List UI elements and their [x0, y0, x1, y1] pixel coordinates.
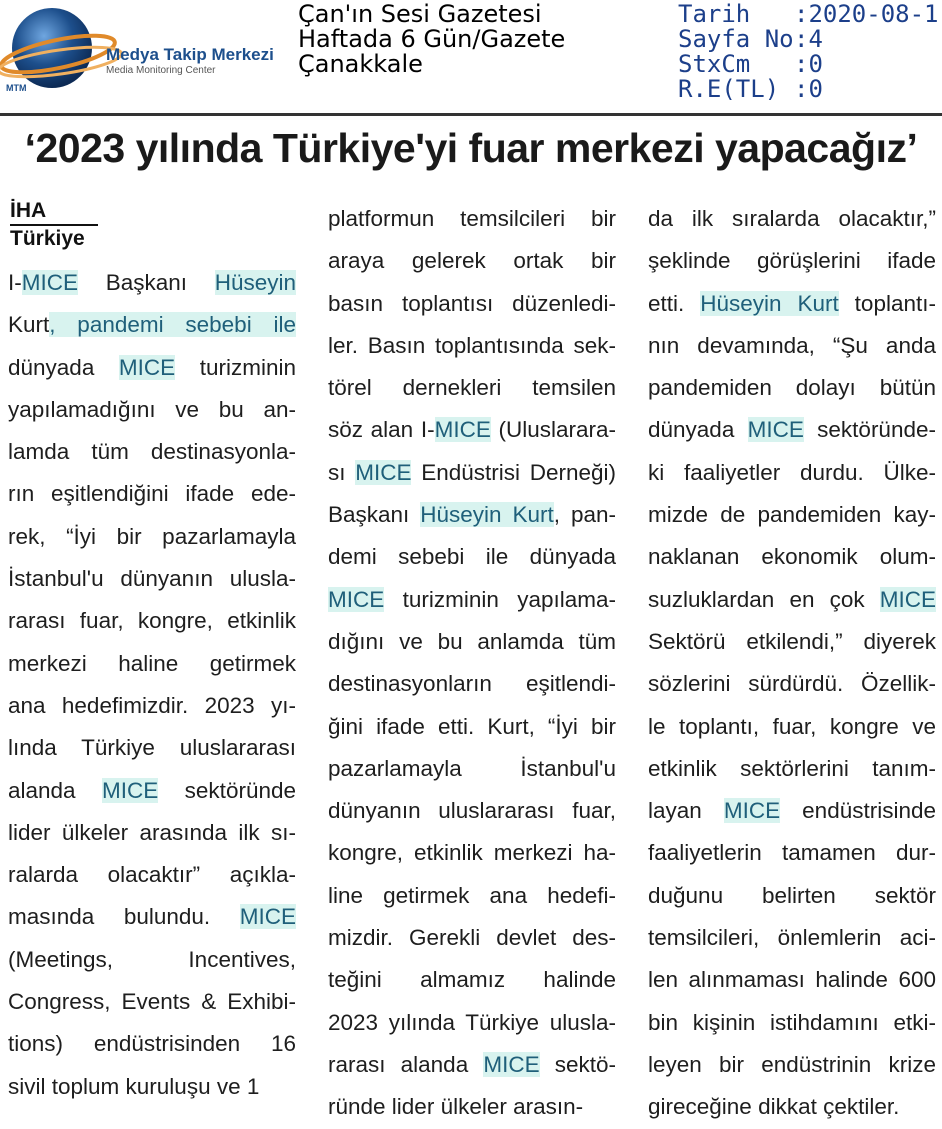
article-line — [8, 516, 296, 558]
article-line — [648, 198, 936, 240]
meta-label: StxCm — [678, 50, 751, 78]
article-text: söz alan I- — [328, 417, 435, 443]
news-agency: İHA — [10, 198, 98, 226]
article-text: gireceğine dikkat çektiler. — [648, 1094, 900, 1120]
highlighted-keyword: MICE — [879, 586, 936, 612]
publication-info — [298, 2, 565, 77]
article-text: turizminin yapılama- — [384, 586, 616, 612]
article-line — [8, 854, 296, 896]
meta-label: Sayfa No — [678, 25, 794, 53]
meta-label: R.E(TL) — [678, 75, 780, 103]
article-text: ğini ifade etti. Kurt, “İyi bir — [328, 713, 616, 739]
article-text: , pan- — [553, 502, 616, 528]
article-text: basın toplantısı düzenledi- — [328, 290, 616, 316]
article-line — [328, 283, 616, 325]
article-column-1 — [8, 262, 296, 1108]
article-text: masında bulundu. — [8, 904, 240, 930]
article-text: layan — [648, 798, 724, 824]
article-line — [648, 959, 936, 1001]
article-line — [648, 452, 936, 494]
article-text: ralarda olacaktır” açıkla- — [8, 862, 296, 888]
article-text: dünyada — [648, 417, 748, 443]
article-text: dünyanın uluslararası fuar, — [328, 798, 616, 824]
article-text: Sektörü etkilendi,” diyerek — [648, 628, 936, 654]
article-text: ki faaliyetler durdu. Ülke- — [648, 459, 936, 485]
article-line — [328, 494, 616, 536]
article-text: törel dernekleri temsilen — [328, 375, 616, 401]
article-text: sı — [328, 459, 356, 485]
article-text: İstanbul'u dünyanın ulusla- — [8, 566, 296, 592]
article-text: rarası fuar, kongre, etkinlik — [8, 608, 296, 634]
article-text: Congress, Events & Exhibi- — [8, 989, 296, 1015]
article-text: alanda — [8, 777, 102, 803]
publication-name: Çan'ın Sesi Gazetesi — [298, 0, 542, 28]
article-line — [328, 325, 616, 367]
article-text: merkezi haline getirmek — [8, 650, 296, 676]
publication-city: Çanakkale — [298, 50, 423, 78]
article-line — [648, 1044, 936, 1086]
article-text: rın eşitlendiğini ifade ede- — [8, 481, 296, 507]
article-text: platformun temsilcileri bir — [328, 206, 616, 231]
article-line — [648, 367, 936, 409]
article-text: yapılamadığını ve bu an- — [8, 396, 296, 422]
article-text: leyen bir endüstrinin krize — [648, 1051, 936, 1077]
highlighted-keyword: Hüseyin — [214, 270, 296, 295]
meta-row-date — [678, 2, 939, 27]
article-line — [328, 790, 616, 832]
article-line — [648, 494, 936, 536]
article-text: suzluklardan en çok — [648, 586, 880, 612]
article-line — [648, 240, 936, 282]
article-line — [328, 367, 616, 409]
highlighted-keyword: Hüseyin Kurt — [420, 502, 554, 528]
article-text: toplantı- — [838, 290, 936, 316]
article-line — [8, 262, 296, 304]
publication-frequency: Haftada 6 Gün/Gazete — [298, 25, 566, 53]
article-line — [648, 748, 936, 790]
article-line — [8, 600, 296, 642]
article-line — [8, 939, 296, 981]
article-line — [8, 473, 296, 515]
article-text: lında Türkiye uluslararası — [8, 735, 296, 761]
article-line — [8, 981, 296, 1023]
article-line — [648, 790, 936, 832]
article-line — [8, 558, 296, 600]
meta-row-page — [678, 27, 939, 52]
article-text: pandemiden dolayı bütün — [648, 375, 936, 401]
highlighted-keyword: MICE — [434, 417, 491, 443]
article-line — [8, 685, 296, 727]
article-line — [8, 770, 296, 812]
article-text: lamda tüm destinasyonla- — [8, 439, 296, 465]
article-line — [648, 706, 936, 748]
article-line — [8, 304, 296, 346]
article-line — [648, 325, 936, 367]
article-text: mizde de pandemiden kay- — [648, 502, 936, 528]
article-text: naklanan ekonomik olum- — [648, 544, 936, 570]
article-line — [328, 579, 616, 621]
article-line — [648, 875, 936, 917]
article-line — [328, 663, 616, 705]
article-text: tions) endüstrisinden 16 — [8, 1031, 296, 1057]
highlighted-keyword: MICE — [21, 270, 78, 295]
article-line — [648, 409, 936, 451]
meta-value: :0 — [794, 75, 823, 103]
article-text: (Meetings, Incentives, — [8, 946, 296, 972]
article-text: endüstrisinde — [780, 798, 937, 824]
article-text: le toplantı, fuar, kongre ve — [648, 713, 936, 739]
article-line — [328, 1086, 616, 1128]
logo-mark: MTM — [6, 83, 27, 93]
article-text: 2023 yılında Türkiye ulusla- — [328, 1009, 616, 1035]
article-line — [648, 1002, 936, 1044]
article-region: Türkiye — [10, 227, 85, 250]
meta-value: :0 — [794, 50, 823, 78]
article-line — [8, 896, 296, 938]
article-text: Endüstrisi Derneği) — [411, 459, 616, 485]
header-divider — [0, 113, 942, 116]
article-line — [328, 917, 616, 959]
highlighted-keyword: MICE — [328, 586, 385, 612]
article-headline: ‘2023 yılında Türkiye'yi fuar merkezi yapacağız’ — [24, 125, 918, 171]
article-text: demi sebebi ile dünyada — [328, 544, 616, 570]
article-text: ler. Basın toplantısında sek- — [328, 332, 616, 358]
meta-row-ad-value — [678, 77, 939, 102]
article-text: rarası alanda — [328, 1051, 484, 1077]
article-line — [328, 1002, 616, 1044]
article-line — [648, 917, 936, 959]
mtm-logo — [0, 2, 300, 102]
article-text: ründe lider ülkeler arasın- — [328, 1094, 584, 1120]
highlighted-keyword: MICE — [355, 459, 412, 485]
article-line — [328, 621, 616, 663]
meta-value: :4 — [794, 25, 823, 53]
highlighted-keyword: , pandemi sebebi ile — [49, 312, 296, 338]
article-line — [328, 1044, 616, 1086]
article-line — [328, 748, 616, 790]
logo-title: Medya Takip Merkezi — [106, 45, 274, 64]
article-text: dığını ve bu anlamda tüm — [328, 628, 616, 654]
article-text: nın devamında, “Şu anda — [648, 332, 936, 358]
article-text: mizdir. Gerekli devlet des- — [328, 925, 616, 951]
article-text: kongre, etkinlik merkezi ha- — [328, 840, 616, 866]
article-column-3 — [648, 198, 936, 1129]
article-line — [8, 431, 296, 473]
article-line — [8, 1023, 296, 1065]
article-line — [328, 875, 616, 917]
article-line — [8, 812, 296, 854]
article-text: sivil toplum kuruluşu ve 1 — [8, 1073, 260, 1099]
clipping-meta — [678, 2, 939, 102]
article-text: sektö- — [539, 1051, 616, 1077]
highlighted-keyword: MICE — [483, 1051, 540, 1077]
article-text: teğini almamız halinde — [328, 967, 616, 993]
article-line — [648, 536, 936, 578]
meta-label: Tarih — [678, 0, 751, 28]
article-text: bin kişinin istihdamını etki- — [648, 1009, 936, 1035]
article-text: araya gelerek ortak bir — [328, 248, 616, 274]
highlighted-keyword: MICE — [723, 798, 781, 824]
article-line — [328, 536, 616, 578]
article-text: Başkanı — [78, 270, 215, 295]
article-text: len alınmaması halinde 600 — [648, 967, 936, 993]
article-line — [328, 409, 616, 451]
article-line — [328, 240, 616, 282]
article-text: temsilcileri, önlemlerin aci- — [648, 925, 936, 951]
highlighted-keyword: MICE — [102, 777, 159, 803]
article-text: lider ülkeler arasında ilk sı- — [8, 819, 296, 845]
article-text: (Uluslarara- — [490, 417, 616, 443]
article-line — [328, 832, 616, 874]
article-text: destinasyonların eşitlendi- — [328, 671, 616, 697]
article-line — [648, 832, 936, 874]
article-text: faaliyetlerin tamamen dur- — [648, 840, 936, 866]
article-text: Kurt — [8, 312, 50, 338]
article-line — [648, 579, 936, 621]
article-line — [328, 198, 616, 240]
article-text: etkinlik sektörlerini tanım- — [648, 755, 936, 781]
article-text: sözlerini sürdürdü. Özellik- — [648, 671, 936, 697]
article-line — [648, 663, 936, 705]
article-line — [648, 621, 936, 663]
globe-logo-icon — [0, 2, 300, 102]
article-column-2 — [328, 198, 616, 1129]
article-text: I- — [8, 270, 22, 295]
article-line — [328, 706, 616, 748]
meta-row-stxcm — [678, 52, 939, 77]
article-text: da ilk sıralarda olacaktır,” — [648, 206, 936, 231]
article-text: line getirmek ana hedefi- — [328, 882, 616, 908]
article-line — [8, 727, 296, 769]
article-text: şeklinde görüşlerini ifade — [648, 248, 936, 274]
article-line — [8, 643, 296, 685]
article-byline — [10, 198, 98, 252]
article-text: turizminin — [175, 354, 296, 380]
clipping-header — [0, 0, 942, 110]
article-line — [328, 452, 616, 494]
highlighted-keyword: MICE — [118, 354, 176, 380]
logo-subtitle: Media Monitoring Center — [106, 65, 216, 76]
article-text: sektöründe — [158, 777, 296, 803]
article-text: rek, “İyi bir pazarlamayla — [8, 523, 296, 549]
article-line — [648, 1086, 936, 1128]
article-text: etti. — [648, 290, 701, 316]
highlighted-keyword: Hüseyin Kurt — [700, 290, 839, 316]
article-line — [328, 959, 616, 1001]
article-text: dünyada — [8, 354, 119, 380]
meta-value: :2020-08-1 — [794, 0, 939, 28]
highlighted-keyword: MICE — [747, 417, 804, 443]
article-text: pazarlamayla İstanbul'u — [328, 755, 616, 781]
article-line — [8, 347, 296, 389]
article-text: duğunu belirten sektör — [648, 882, 936, 908]
article-line — [8, 1066, 296, 1108]
highlighted-keyword: MICE — [239, 904, 296, 930]
article-line — [8, 389, 296, 431]
article-text: sektöründe- — [803, 417, 936, 443]
article-text: ana hedefimizdir. 2023 yı- — [8, 692, 296, 718]
article-line — [648, 283, 936, 325]
article-text: Başkanı — [328, 502, 421, 528]
